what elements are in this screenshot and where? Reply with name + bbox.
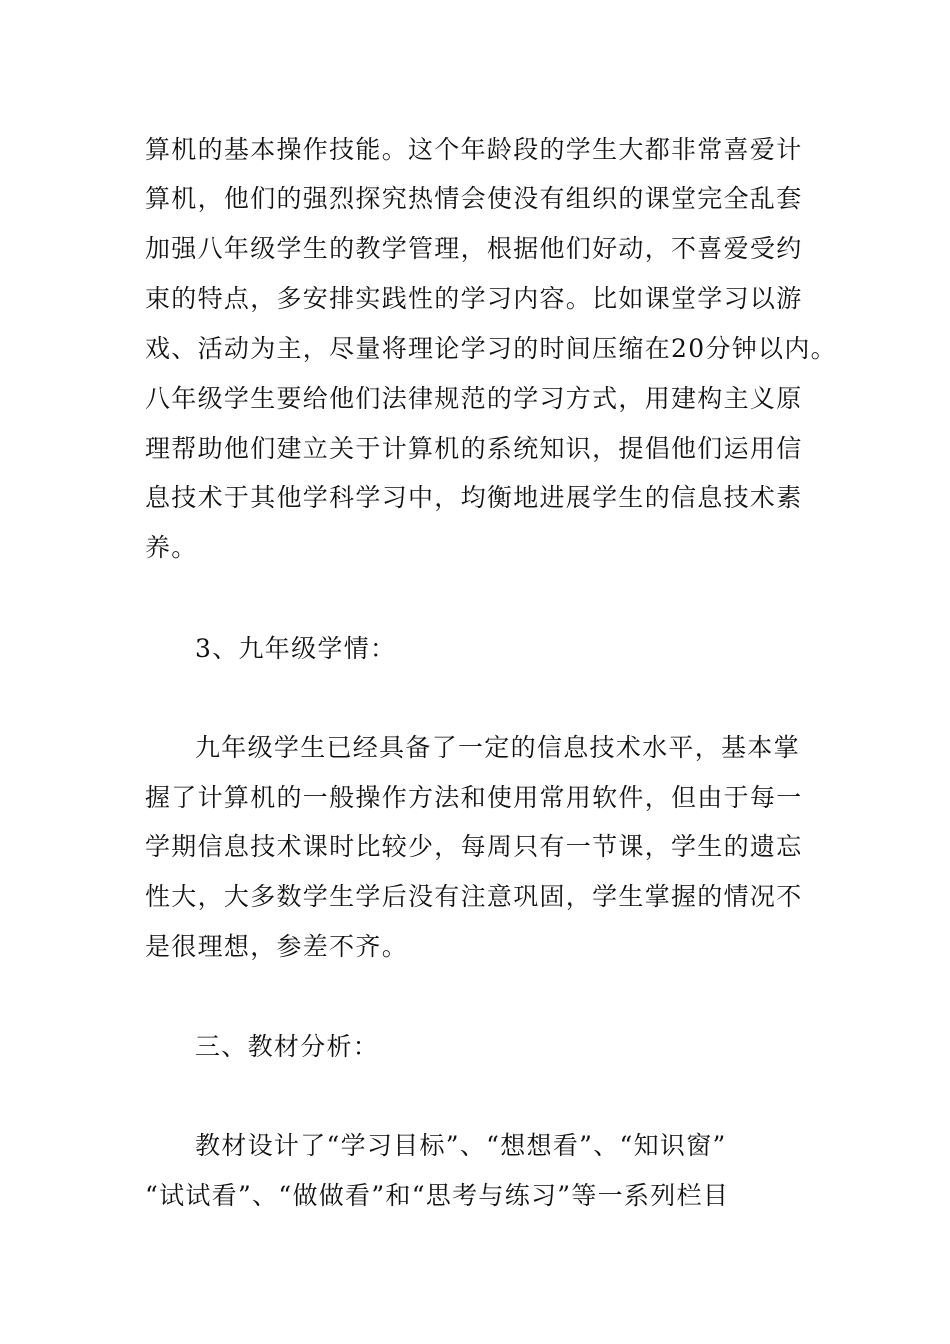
para2-line-3: 学期信息技术课时比较少，每周只有一节课，学生的遗忘: [145, 832, 803, 861]
para1-line-2: 算机，他们的强烈探究热情会使没有组织的课堂完全乱套: [145, 184, 803, 213]
para1-line-8: 息技术于其他学科学习中，均衡地进展学生的信息技术素: [145, 483, 803, 512]
para1-line-7: 理帮助他们建立关于计算机的系统知识，提倡他们运用信: [145, 434, 803, 463]
para2-line-4: 性大，大多数学生学后没有注意巩固，学生掌握的情况不: [145, 882, 803, 911]
para3-line-2: “试试看”、“做做看”和“思考与练习”等一系列栏目: [145, 1181, 730, 1210]
heading-textbook: 三、教材分析：: [195, 1032, 380, 1061]
para3-line-1: 教材设计了“学习目标”、“想想看”、“知识窗”: [195, 1131, 727, 1160]
para1-line-3: 加强八年级学生的教学管理，根据他们好动，不喜爱受约: [145, 234, 803, 263]
para1-line-6: 八年级学生要给他们法律规范的学习方式，用建构主义原: [145, 384, 803, 413]
para1-line-4: 束的特点，多安排实践性的学习内容。比如课堂学习以游: [145, 284, 803, 313]
para2-line-2: 握了计算机的一般操作方法和使用常用软件，但由于每一: [145, 783, 803, 812]
para2-line-1: 九年级学生已经具备了一定的信息技术水平，基本掌: [195, 733, 800, 762]
para1-line-1: 算机的基本操作技能。这个年龄段的学生大都非常喜爱计: [145, 135, 803, 164]
para1-line-9: 养。: [145, 533, 198, 562]
heading-grade9: 3、九年级学情：: [195, 634, 397, 663]
para1-line-5: 戏、活动为主，尽量将理论学习的时间压缩在20分钟以内。: [145, 334, 837, 363]
para2-line-5: 是很理想，参差不齐。: [145, 932, 409, 961]
